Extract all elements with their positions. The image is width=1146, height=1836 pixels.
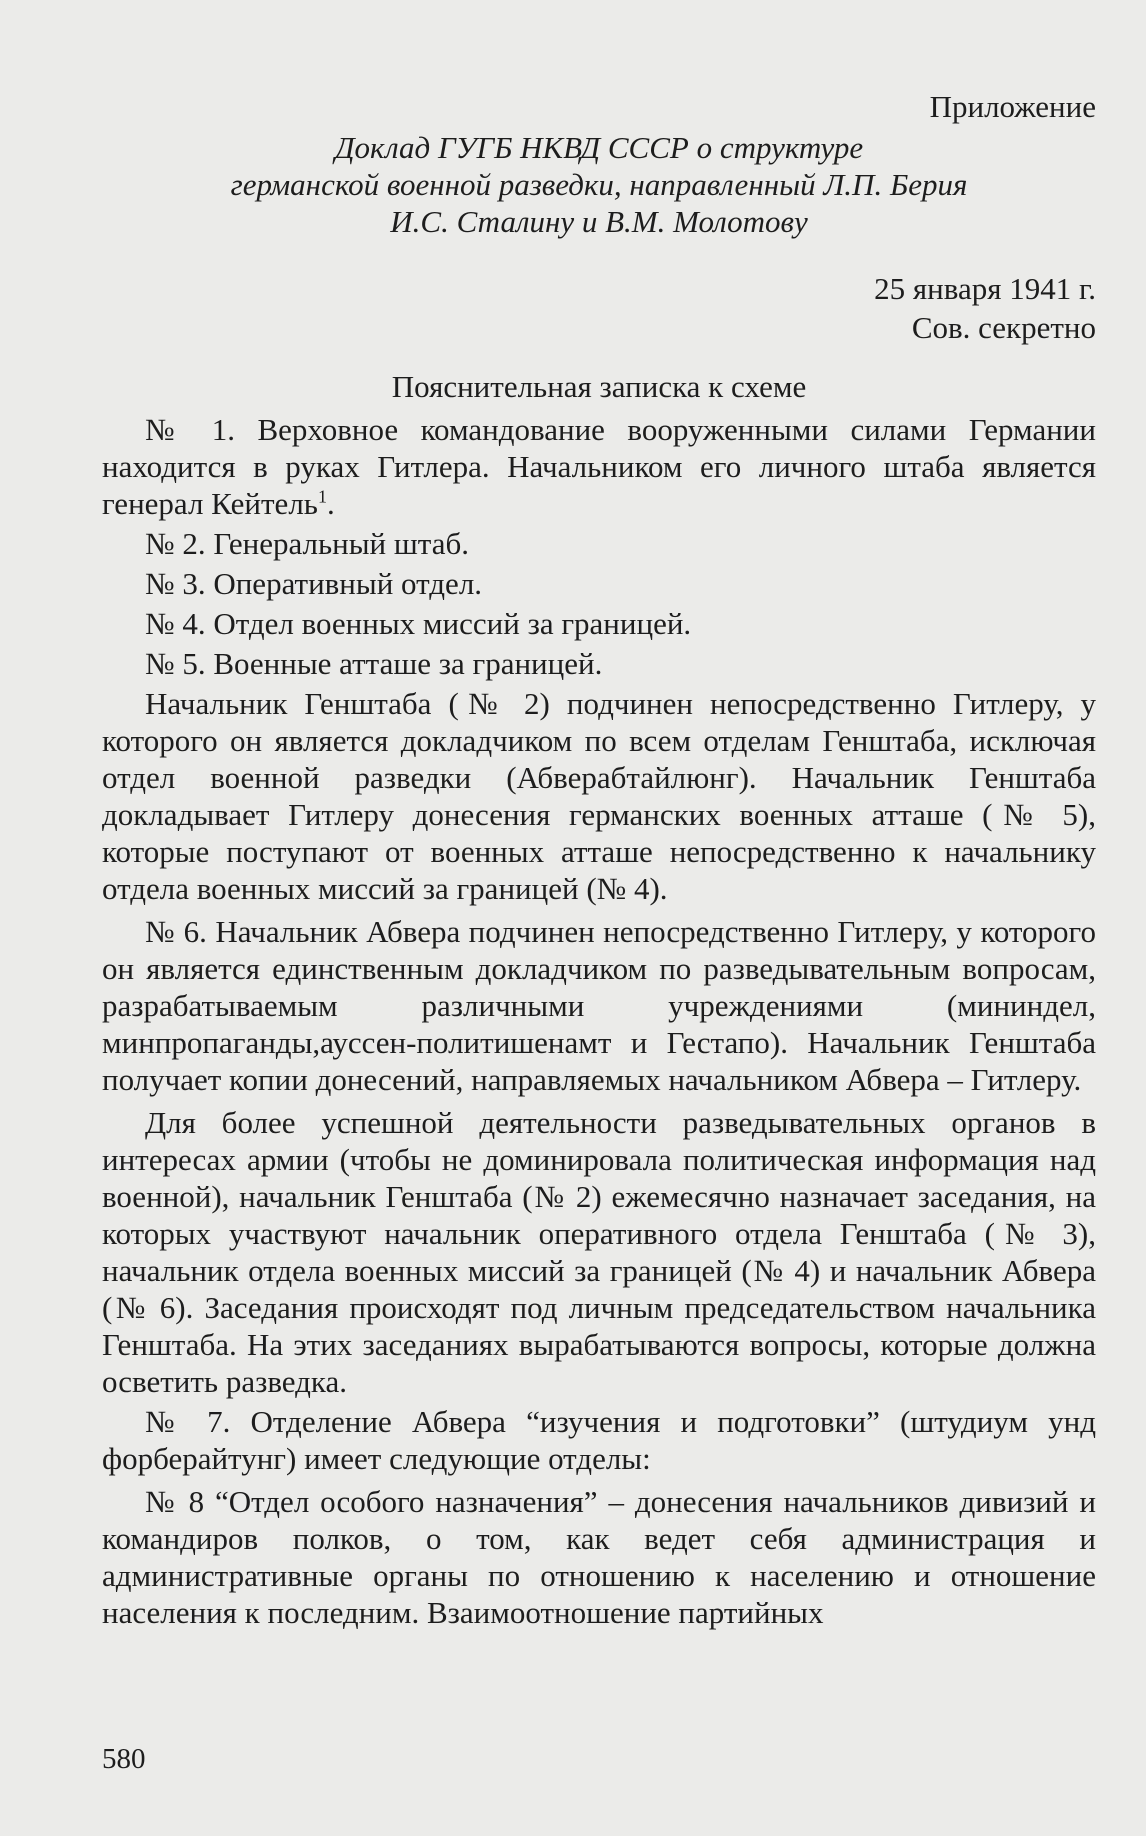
- classification-label: Сов. секретно: [911, 310, 1096, 345]
- paragraph-6: Начальник Генштаба (№ 2) подчинен непосредственно Гитлеру, у которого он является докладчиком по всем отделам Генштаба, исключая отдел военной разведки (Абверабтайлюнг). Начальник Генштаба докладывает Гитлеру донесения германских военных атташе (№ 5), которые поступают от военных атташе непосредственно к начальнику отдела военных миссий за границей (№ 4).: [102, 686, 1096, 906]
- footnote-ref: 1: [317, 486, 327, 507]
- appendix-label: Приложение: [929, 89, 1096, 124]
- paragraph-8: Для более успешной деятельности разведывательных органов в интересах армии (чтобы не доминировала политическая информация над военной), начальник Генштаба (№ 2) ежемесячно назначает заседания, на которых участвуют начальник оперативного отдела Генштаба (№ 3), начальник отдела военных миссий за границей (№ 4) и начальник Абвера (№ 6). Заседания происходят под личным председательством начальника Генштаба. На этих заседаниях вырабатываются вопросы, которые должна осветить разведка.: [102, 1105, 1096, 1399]
- section-title: Пояснительная записка к схеме: [391, 369, 807, 404]
- paragraph-7: № 6. Начальник Абвера подчинен непосредственно Гитлеру, у которого он является единственным докладчиком по разведывательным вопросам, разрабатываемым различными учреждениями (мининдел, минпропаганды,ауссен-политишенамт и Гестапо). Начальник Генштаба получает копии донесений, направляемых начальником Абвера – Гитлеру.: [102, 914, 1096, 1097]
- paragraph-3: № 3. Оперативный отдел.: [145, 566, 483, 601]
- paragraph-2: № 2. Генеральный штаб.: [145, 526, 469, 561]
- document-title: Доклад ГУГБ НКВД СССР о структуре германской военной разведки, направленный Л.П. Берия И.С. Сталину и В.М. Молотову: [230, 130, 968, 239]
- text-block: [102, 88, 1096, 1634]
- paragraph-1: № 1. Верховное командование вооруженными силами Германии находится в руках Гитлера. Начальником его личного штаба является генерал Кейтель$^1$.: [102, 412, 1096, 521]
- page-number: 580: [102, 1743, 146, 1775]
- paragraph-1-text: № 1. Верховное командование вооруженными силами Германии находится в руках Гитлера. Начальником его личного штаба является генерал Кейтель: [102, 412, 1096, 521]
- paragraph-9: № 7. Отделение Абвера “изучения и подготовки” (штудиум унд форберайтунг) имеет следующие отделы:: [102, 1404, 1096, 1476]
- document-date: 25 января 1941 г.: [874, 271, 1096, 306]
- paragraph-4: № 4. Отдел военных миссий за границей.: [145, 606, 692, 641]
- paragraph-5: № 5. Военные атташе за границей.: [145, 646, 603, 681]
- paragraph-10: № 8 “Отдел особого назначения” – донесения начальников дивизий и командиров полков, о том, как ведет себя администрация и административные органы по отношению к населению и отношение населения к последним. Взаимоотношение партийных: [102, 1484, 1096, 1630]
